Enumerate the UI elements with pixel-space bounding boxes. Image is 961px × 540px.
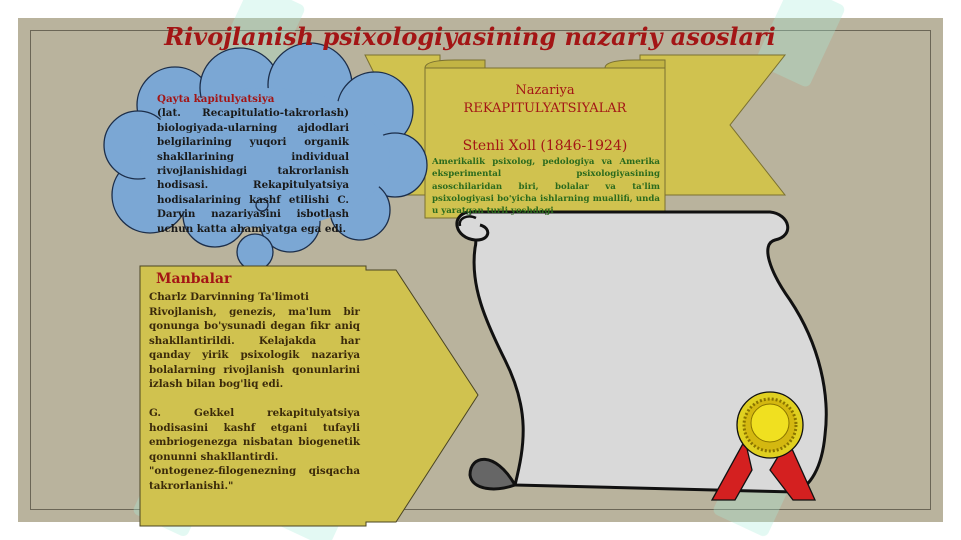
banner-person: Stenli Xoll (1846-1924) xyxy=(462,138,628,154)
cloud-text-block xyxy=(157,92,349,236)
cloud-body: (lat. Recapitulatio-takrorlash) biologiyada-ularning ajdodlari belgilarining yuqori organik shakllarining individual rivojlanishidagi takrorlanish hodisasi. Rekapitulyatsiya hodisalarining kashf etilishi C. Darvin nazariyasini isbotlash uchun katta ahamiyatga ega edi. xyxy=(157,107,349,235)
manbalar-para1: Rivojlanish, genezis, ma'lum bir qonunga bo'ysunadi degan fikr aniq shakllantirildi. Kelajakda har qanday yirik psixologik nazariya bolalarning rivojlanish qonunlarini izlash bilan bog'liq edi. xyxy=(149,305,360,390)
manbalar-para3: "ontogenez-filogenezning qisqacha takrorlanishi." xyxy=(149,465,360,492)
cloud-title: Qayta kapitulyatsiya xyxy=(157,93,275,105)
manbalar-title: Manbalar xyxy=(156,271,232,287)
manbalar-para2: G. Gekkel rekapitulyatsiya hodisasini kashf etgani tufayli embriogenezga nisbatan biogenetik qonunni shakllantirdi. xyxy=(149,407,360,463)
banner-line2: REKAPITULYATSIYALAR xyxy=(463,101,627,116)
manbalar-line1: Charlz Darvinning Ta'limoti xyxy=(149,291,309,303)
slide-title: Rivojlanish psixologiyasining nazariy asoslari xyxy=(164,22,776,51)
banner-description: Amerikalik psixolog, pedologiya va Amerika eksperimental psixologiyasining asoschilaridan biri, bolalar va ta'lim psixologiyasi bo'yicha ishlarning muallifi, unda u yaratgan turli yoshdagi xyxy=(432,157,660,217)
banner-heading xyxy=(430,82,660,118)
banner-line1: Nazariya xyxy=(515,83,575,98)
manbalar-text-block xyxy=(149,290,360,493)
